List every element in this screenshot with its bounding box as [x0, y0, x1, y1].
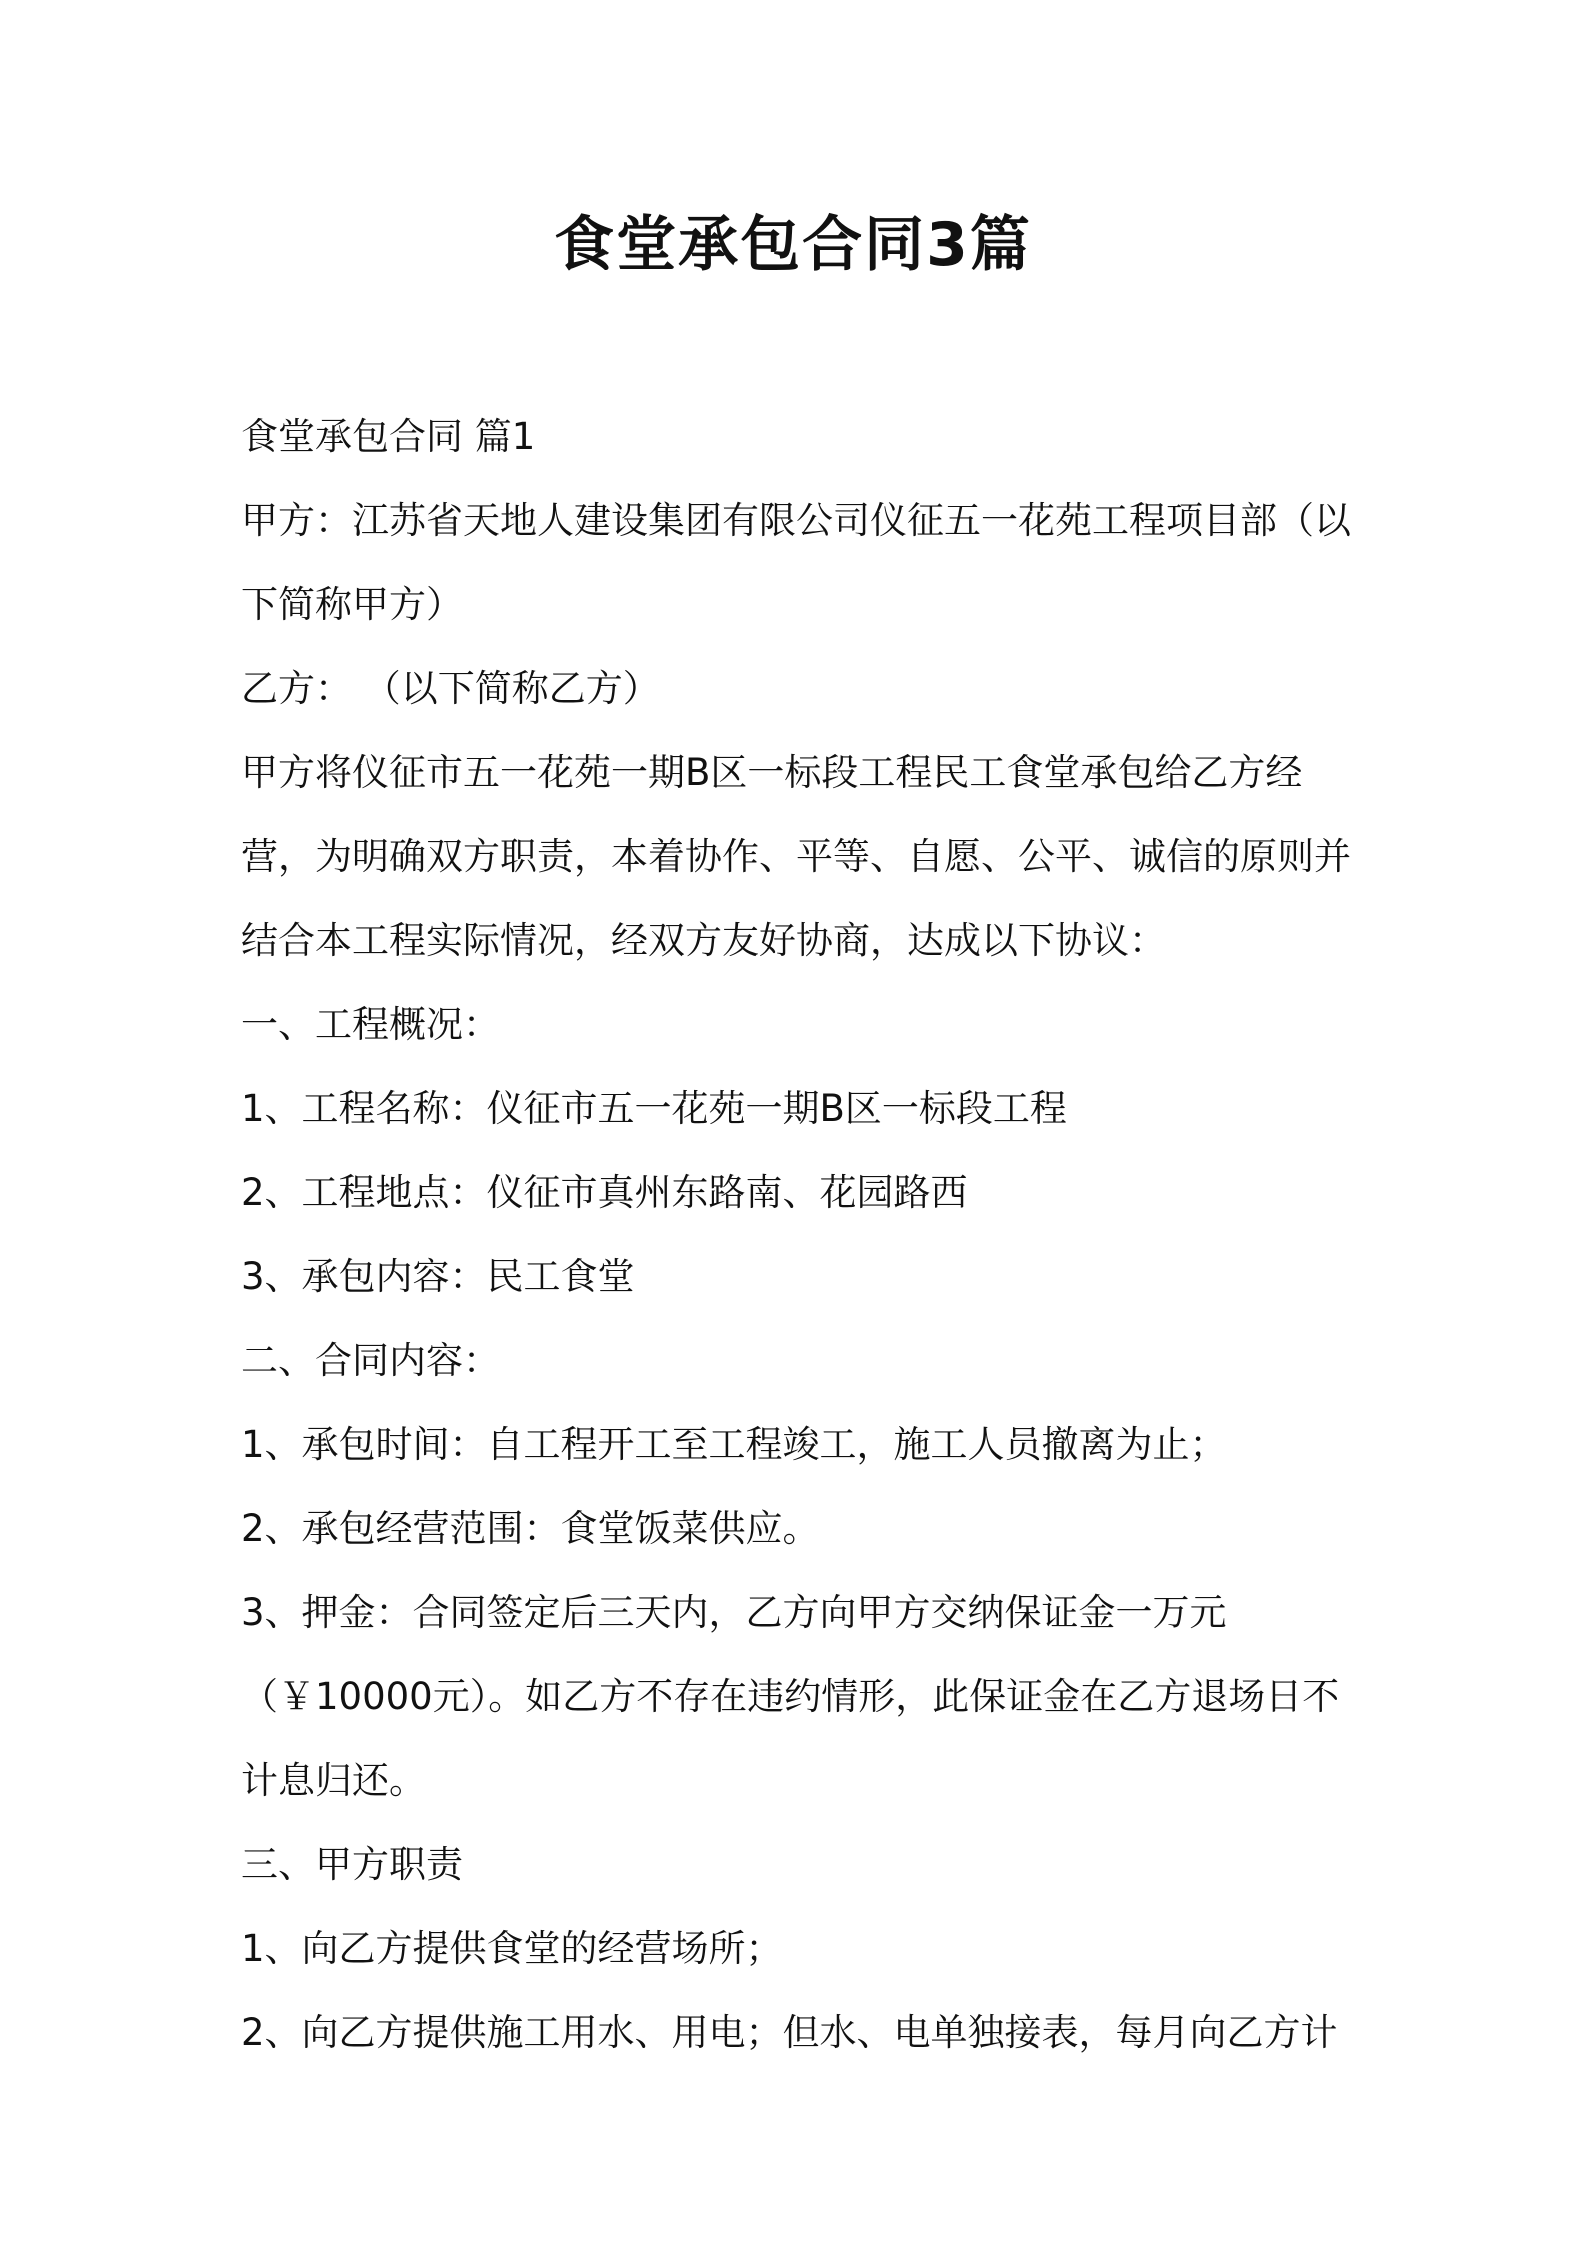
party-a-duty-2: 2、向乙方提供施工用水、用电；但水、电单独接表，每月向乙方计 [241, 2011, 1338, 2054]
section-heading-1: 一、工程概况： [241, 1003, 500, 1046]
intro-paragraph: 甲方将仪征市五一花苑一期B区一标段工程民工食堂承包给乙方经营，为明确双方职责，本着协作、平等、自愿、公平、诚信的原则并结合本工程实际情况，经双方友好协商，达成以下协议： [241, 751, 1351, 962]
contract-scope-item: 3、承包内容：民工食堂 [241, 1255, 635, 1298]
party-a-duty-1: 1、向乙方提供食堂的经营场所； [241, 1927, 783, 1970]
contract-heading: 食堂承包合同 篇1 [241, 415, 536, 458]
contract-period-item: 1、承包时间：自工程开工至工程竣工，施工人员撤离为止； [241, 1423, 1227, 1466]
document-title: 食堂承包合同3篇 [554, 210, 1032, 280]
section-heading-2: 二、合同内容： [241, 1339, 500, 1382]
party-b-paragraph: 乙方： （以下简称乙方） [241, 667, 660, 710]
section-heading-3: 三、甲方职责 [241, 1843, 463, 1886]
deposit-item: 3、押金：合同签定后三天内，乙方向甲方交纳保证金一万元（￥10000元）。如乙方不存在违约情形，此保证金在乙方退场日不计息归还。 [241, 1591, 1340, 1802]
document-body [241, 395, 1353, 2075]
business-scope-item: 2、承包经营范围：食堂饭菜供应。 [241, 1507, 820, 1550]
project-location-item: 2、工程地点：仪征市真州东路南、花园路西 [241, 1171, 968, 1214]
project-name-item: 1、工程名称：仪征市五一花苑一期B区一标段工程 [241, 1087, 1067, 1130]
party-a-paragraph: 甲方：江苏省天地人建设集团有限公司仪征五一花苑工程项目部（以下简称甲方） [241, 499, 1351, 626]
